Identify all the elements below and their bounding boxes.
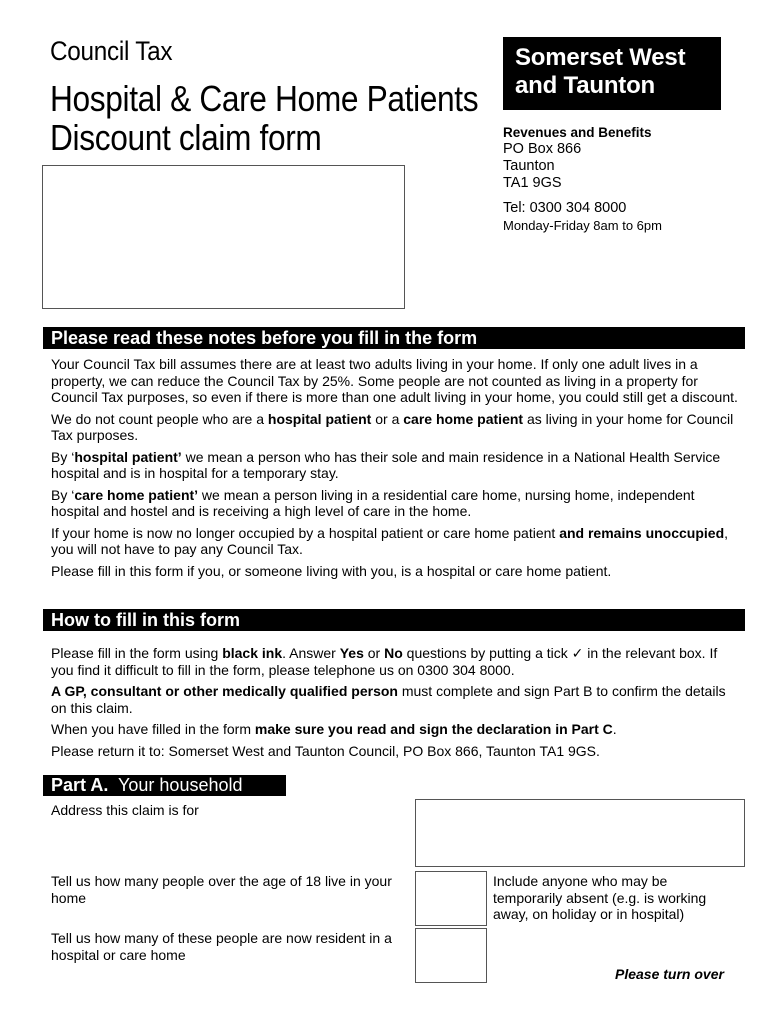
part-a-label: Part A. xyxy=(51,775,109,795)
notes-paragraph-1: Your Council Tax bill assumes there are at least two adults living in your home. If only one adult lives in a property, we can reduce the Council Tax by 25%. Some people are not counted as living in a property for Council Tax purposes, so even if there is more than one adult living in your home, you could still get a discount. xyxy=(51,356,738,405)
resident-count-input[interactable] xyxy=(415,928,487,983)
page-title-line2: Discount claim form xyxy=(50,117,322,158)
turn-over-note: Please turn over xyxy=(615,966,724,982)
notes-paragraph-2: We do not count people who are a hospital patient or a care home patient as living in your home for Council Tax purposes. xyxy=(51,410,734,443)
council-logo xyxy=(503,37,721,110)
notes-heading: Please read these notes before you fill in the form xyxy=(43,327,745,349)
form-category: Council Tax xyxy=(50,36,173,66)
logo-line1: Somerset West xyxy=(515,44,686,71)
adults-count-input[interactable] xyxy=(415,871,487,926)
howto-paragraph-3: When you have filled in the form make sure you read and sign the declaration in Part C. xyxy=(51,721,617,737)
logo-line2: and Taunton xyxy=(515,72,655,99)
howto-paragraph-4: Please return it to: Somerset West and Taunton Council, PO Box 866, Taunton TA1 9GS. xyxy=(51,742,600,759)
address-claim-label: Address this claim is for xyxy=(51,802,199,818)
page-title-line1: Hospital & Care Home Patients xyxy=(50,78,479,119)
howto-section xyxy=(51,645,741,764)
notes-paragraph-6: Please fill in this form if you, or someone living with you, is a hospital or care home patient. xyxy=(51,562,612,579)
part-a-heading xyxy=(43,775,286,796)
telephone: Tel: 0300 304 8000 xyxy=(503,200,627,216)
resident-count-label: Tell us how many of these people are now resident in a hospital or care home xyxy=(51,930,392,963)
address-town: Taunton xyxy=(503,158,555,174)
reference-box[interactable] xyxy=(42,165,405,309)
howto-heading: How to fill in this form xyxy=(43,609,745,631)
address-claim-input[interactable] xyxy=(415,799,745,867)
notes-paragraph-3: By ‘hospital patient’ we mean a person who has their sole and main residence in a National Health Service hospital and is in hospital for a temporary stay. xyxy=(51,448,721,481)
howto-paragraph-1: Please fill in the form using black ink. Answer Yes or No questions by putting a tick ✓ in the relevant box. If you find it difficult to fill in the form, please telephone us on 0300 304 8000. xyxy=(51,645,718,678)
address-postcode: TA1 9GS xyxy=(503,175,562,191)
contact-info xyxy=(503,200,662,234)
howto-paragraph-2: A GP, consultant or other medically qualified person must complete and sign Part B to confirm the details on this claim. xyxy=(51,683,726,716)
adults-count-label: Tell us how many people over the age of 18 live in your home xyxy=(51,873,392,906)
notes-paragraph-5: If your home is now no longer occupied by a hospital patient or care home patient and remains unoccupied, you will not have to pay any Council Tax. xyxy=(51,524,729,557)
adults-count-note: Include anyone who may be temporarily absent (e.g. is working away, on holiday or in hospital) xyxy=(493,873,707,922)
notes-paragraph-4: By ‘care home patient’ we mean a person living in a residential care home, nursing home, independent hospital and hostel and is receiving a high level of care in the home. xyxy=(51,486,695,519)
address-po: PO Box 866 xyxy=(503,141,582,157)
part-a-title: Your household xyxy=(118,775,243,795)
council-address xyxy=(503,124,652,192)
opening-hours: Monday-Friday 8am to 6pm xyxy=(503,218,662,233)
notes-section xyxy=(51,356,741,584)
address-org: Revenues and Benefits xyxy=(503,125,652,140)
